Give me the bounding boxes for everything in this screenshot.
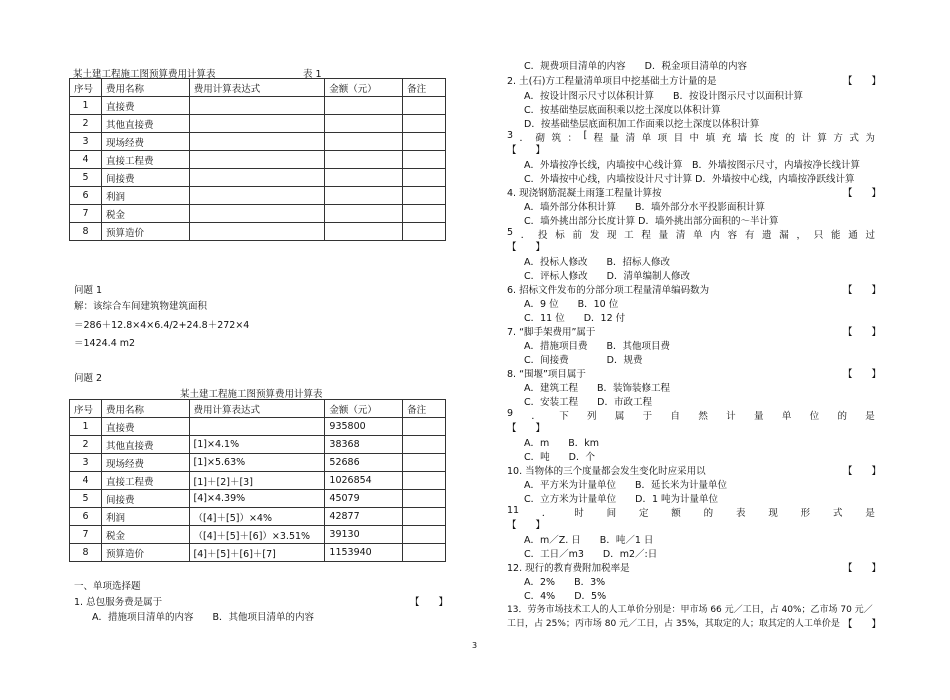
table-cell: 5 — [70, 169, 102, 187]
table-cell: [4]＋[5]＋[6]＋[7] — [189, 544, 325, 562]
question-options: D．按基础垫层底面积加工作面乘以挖土深度以体积计算 — [524, 119, 760, 130]
table-cell: 52686 — [325, 454, 403, 472]
table-cell — [325, 97, 403, 115]
table-cell — [189, 187, 325, 205]
stem-char: 内 — [710, 230, 720, 241]
question-6-stem: 6. 招标文件发布的分部分项工程量清单编码数为 — [507, 285, 710, 296]
stem-char: 3 — [507, 130, 514, 141]
table-cell — [403, 544, 446, 562]
cost-table-1 — [69, 78, 446, 241]
table-row — [70, 526, 446, 544]
table-row — [70, 436, 446, 454]
question-7-stem: 7. “脚手架费用”属于 — [507, 327, 596, 338]
stem-char: 式 — [849, 133, 859, 144]
table-cell: 利润 — [101, 187, 189, 205]
table-cell — [403, 436, 446, 454]
stem-char: 表 — [735, 508, 746, 519]
table-cell: 利润 — [101, 508, 189, 526]
stem-char: ． — [541, 508, 552, 519]
stem-char: 程 — [593, 133, 604, 144]
question-8-stem: 8. “围堰”项目属于 — [507, 369, 586, 380]
table-cell: 直接费 — [101, 418, 189, 436]
stem-char: 筑 — [551, 133, 561, 144]
table-cell: 税金 — [101, 526, 189, 544]
table-row — [70, 187, 446, 205]
stem-char: 量 — [753, 411, 764, 422]
stem-char: 的 — [703, 508, 714, 519]
question-2-stem: 2. 土(石)方工程量清单项目中挖基础土方计量的是 — [507, 76, 717, 87]
stem-char: 量 — [658, 230, 669, 241]
stem-char: 工 — [624, 230, 634, 241]
question-options: C．评标人修改 D．清单编制人修改 — [524, 271, 690, 282]
stem-char: 漏 — [779, 230, 789, 241]
table-cell — [403, 151, 446, 169]
question-options: C．间接费 D．规费 — [524, 355, 643, 366]
table-cell: 4 — [70, 472, 102, 490]
question-options: C．墙外挑出部分长度计算 D．墙外挑出部分面积的～半计算 — [524, 216, 779, 227]
page-number: 3 — [472, 641, 478, 650]
table-cell: [1]＋[2]＋[3] — [189, 472, 325, 490]
answer-bracket: 【 】 — [507, 242, 546, 253]
answer-bracket: 【 】 — [507, 520, 546, 531]
table-cell: 1153940 — [325, 544, 403, 562]
stem-char: 额 — [671, 508, 681, 519]
stem-char: 计 — [801, 133, 811, 144]
table-cell: 8 — [70, 544, 102, 562]
table-cell: 3 — [70, 133, 102, 151]
answer-bracket: 【 】 — [843, 466, 882, 477]
table-cell: 5 — [70, 490, 102, 508]
answer-bracket: 【 】 — [410, 597, 449, 608]
table-cell — [189, 97, 325, 115]
stem-char: 清 — [625, 133, 636, 144]
answer-bracket: 【 】 — [843, 76, 882, 87]
question-options: A．措施项目费 B．其他项目费 — [524, 341, 671, 352]
table-cell: 7 — [70, 205, 102, 223]
table-cell — [403, 187, 446, 205]
question-13-stem: 13．劳务市场技术工人的人工单价分别是：甲市场 66 元／工日，占 40%；乙市场 70 元／ — [507, 605, 873, 615]
table-cell: 8 — [70, 223, 102, 241]
question-options: A．按设计图示尺寸以体积计算 B．按设计图示尺寸以面积计算 — [524, 91, 804, 102]
question-options: C．安装工程 D．市政工程 — [524, 397, 652, 408]
stem-char: 11 — [507, 505, 520, 516]
table-cell: 直接费 — [101, 97, 189, 115]
column-header: 备注 — [403, 79, 446, 97]
table-cell: 38368 — [325, 436, 403, 454]
table-cell — [325, 169, 403, 187]
stem-char: 有 — [744, 230, 755, 241]
table-cell — [189, 169, 325, 187]
question-options: A．外墙按净长线，内墙按中心线计算 B．外墙按图示尺寸，内墙按净长线计算 — [524, 160, 861, 171]
table-row — [70, 205, 446, 223]
answer-bracket: 【 】 — [843, 369, 882, 380]
table-row — [70, 133, 446, 151]
stem-char: 单 — [693, 230, 703, 241]
question-options: C．外墙按中心线，内墙按设计尺寸计算 D．外墙按中心线，内墙按净跃线计算 — [524, 174, 855, 185]
stem-char: 长 — [753, 133, 763, 144]
table-cell — [403, 115, 446, 133]
table-cell — [403, 223, 446, 241]
table-cell — [189, 418, 325, 436]
table-cell — [403, 472, 446, 490]
stem-char: 时 — [574, 508, 584, 519]
question-options: A．墙外部分体积计算 B．墙外部分水平投影面积计算 — [524, 202, 766, 213]
table-cell: 45079 — [325, 490, 403, 508]
stem-char: 能 — [830, 230, 841, 241]
table-cell — [189, 223, 325, 241]
column-header: 费用计算表达式 — [189, 400, 325, 418]
section-heading: 一、单项选择题 — [74, 581, 141, 592]
table-header-row — [70, 400, 446, 418]
stem-char: 9 — [507, 408, 514, 419]
table-cell: 间接费 — [101, 169, 189, 187]
column-header: 序号 — [70, 79, 102, 97]
question-11-stem — [507, 505, 875, 519]
table-cell: 6 — [70, 187, 102, 205]
stem-char: [ — [583, 130, 588, 141]
column-header: 序号 — [70, 400, 102, 418]
stem-char: ． — [531, 411, 541, 422]
question-1-options: A．措施项目清单的内容 B．其他项目清单的内容 — [92, 612, 315, 623]
table-cell: 6 — [70, 508, 102, 526]
stem-char: 间 — [606, 508, 617, 519]
stem-char: 清 — [675, 230, 686, 241]
stem-char: 自 — [670, 411, 681, 422]
answer-bracket: 【 】 — [843, 285, 882, 296]
table-row — [70, 544, 446, 562]
stem-char: 项 — [657, 133, 668, 144]
question-13-stem: 工日，占 25%；丙市场 80 元／工日，占 35%，其取定的人；取其定的人工单价是 — [507, 619, 840, 629]
table2-title: 某土建工程施工图预算费用计算表 — [180, 389, 323, 400]
stem-char: 列 — [587, 411, 597, 422]
table-cell — [403, 418, 446, 436]
problem-1-line: ＝1424.4 m2 — [74, 338, 136, 349]
question-9-stem — [507, 408, 875, 422]
question-options: C．吨 D．个 — [524, 452, 595, 463]
column-header: 费用计算表达式 — [189, 79, 325, 97]
table-cell — [403, 508, 446, 526]
table-cell: [1]×5.63% — [189, 454, 325, 472]
table-cell: 间接费 — [101, 490, 189, 508]
stem-char: 遗 — [762, 230, 772, 241]
table-cell: 直接工程费 — [101, 151, 189, 169]
table-cell — [325, 133, 403, 151]
stem-char: 是 — [865, 411, 875, 422]
table-cell — [403, 454, 446, 472]
stem-char: ： — [567, 133, 577, 144]
question-options: A．平方米为计量单位 B．延长米为计量单位 — [524, 480, 728, 491]
stem-char: 单 — [641, 133, 652, 144]
stem-char: 充 — [721, 133, 732, 144]
table-row — [70, 115, 446, 133]
question-options: A．建筑工程 B．装饰装修工程 — [524, 383, 671, 394]
stem-char: 只 — [813, 230, 824, 241]
table-cell: 3 — [70, 454, 102, 472]
stem-char: 属 — [614, 411, 625, 422]
stem-char: 标 — [555, 230, 565, 241]
table-cell — [403, 490, 446, 508]
stem-char: 现 — [768, 508, 778, 519]
question-4-stem: 4. 现浇钢筋混凝土雨篷工程量计算按 — [507, 188, 662, 199]
answer-bracket: 【 】 — [843, 619, 882, 630]
table-cell: 2 — [70, 115, 102, 133]
table-cell: [1]×4.1% — [189, 436, 325, 454]
table-cell: 现场经费 — [101, 454, 189, 472]
table-cell: 1 — [70, 97, 102, 115]
stem-char: 为 — [865, 133, 875, 144]
question-options: A．9 位 B．10 位 — [524, 299, 619, 310]
answer-bracket: 【 】 — [843, 327, 882, 338]
table-cell: （[4]＋[5]＋[6]）×3.51% — [189, 526, 325, 544]
table-row — [70, 454, 446, 472]
table-cell: 现场经费 — [101, 133, 189, 151]
question-options: C．规费项目清单的内容 D．税金项目清单的内容 — [524, 61, 747, 72]
table-cell: 935800 — [325, 418, 403, 436]
table-cell: 预算造价 — [101, 223, 189, 241]
stem-char: 计 — [726, 411, 736, 422]
table-row — [70, 169, 446, 187]
stem-char: 前 — [572, 230, 582, 241]
table-cell — [325, 205, 403, 223]
stem-char: 墙 — [737, 133, 748, 144]
question-options: A．m B．km — [524, 438, 600, 449]
question-options: A．2% B．3% — [524, 577, 606, 588]
stem-char: ， — [796, 230, 807, 241]
stem-char: 目 — [673, 133, 684, 144]
stem-char: 度 — [769, 133, 779, 144]
table-cell — [189, 133, 325, 151]
stem-char: 砌 — [535, 133, 546, 144]
table-cell — [325, 115, 403, 133]
problem-1-title: 问题 1 — [74, 285, 103, 296]
stem-char: 定 — [638, 508, 649, 519]
problem-2-title: 问题 2 — [74, 373, 103, 384]
table-row — [70, 223, 446, 241]
table-cell: 直接工程费 — [101, 472, 189, 490]
answer-bracket: 【 】 — [507, 423, 546, 434]
stem-char: 中 — [689, 133, 700, 144]
table-cell — [189, 115, 325, 133]
column-header: 费用名称 — [101, 400, 189, 418]
table-row — [70, 151, 446, 169]
table-cell — [325, 151, 403, 169]
question-1-stem: 1. 总包服务费是属于 — [74, 597, 163, 608]
table-cell: 1026854 — [325, 472, 403, 490]
table-cell: 1 — [70, 418, 102, 436]
stem-char: 然 — [698, 411, 708, 422]
stem-char: 填 — [705, 133, 716, 144]
answer-bracket: 【 】 — [843, 188, 882, 199]
stem-char: 于 — [642, 411, 653, 422]
column-header: 费用名称 — [101, 79, 189, 97]
stem-char: 方 — [833, 133, 843, 144]
question-options: C．11 位 D．12 付 — [524, 313, 626, 324]
stem-char: 形 — [800, 508, 811, 519]
stem-char: 投 — [538, 230, 548, 241]
table-cell — [403, 169, 446, 187]
table1-title: 某土建工程施工图预算费用计算表 — [73, 69, 216, 80]
table-row — [70, 472, 446, 490]
question-10-stem: 10. 当物体的三个度量都会发生变化时应采用以 — [507, 466, 706, 477]
table-cell: 预算造价 — [101, 544, 189, 562]
cost-table-2 — [69, 399, 446, 562]
answer-bracket: 【 】 — [507, 145, 546, 156]
table-cell — [189, 205, 325, 223]
stem-char: 式 — [833, 508, 843, 519]
stem-char: 的 — [785, 133, 795, 144]
stem-char: 是 — [865, 508, 875, 519]
stem-char: 量 — [609, 133, 620, 144]
column-header: 金额（元） — [325, 400, 403, 418]
stem-char: 单 — [781, 411, 792, 422]
stem-char: 位 — [809, 411, 820, 422]
table-row — [70, 97, 446, 115]
table-cell: 2 — [70, 436, 102, 454]
table-row — [70, 508, 446, 526]
table-cell — [403, 97, 446, 115]
question-options: C．立方米为计量单位 D．1 吨为计量单位 — [524, 494, 719, 505]
stem-char: 的 — [837, 411, 847, 422]
question-options: A．投标人修改 B．招标人修改 — [524, 257, 671, 268]
table-cell: 39130 — [325, 526, 403, 544]
table-cell: 42877 — [325, 508, 403, 526]
table-row — [70, 418, 446, 436]
column-header: 金额（元） — [325, 79, 403, 97]
stem-char: 发 — [589, 230, 600, 241]
table-cell: （[4]＋[5]）×4% — [189, 508, 325, 526]
stem-char: 通 — [848, 230, 858, 241]
question-5-stem — [507, 227, 875, 241]
table-cell: 其他直接费 — [101, 436, 189, 454]
table-cell — [325, 223, 403, 241]
table-cell — [403, 205, 446, 223]
table-cell: 4 — [70, 151, 102, 169]
answer-bracket: 【 】 — [843, 563, 882, 574]
stem-char: 程 — [641, 230, 651, 241]
question-12-stem: 12. 现行的教育费附加税率是 — [507, 563, 630, 574]
question-options: C．4% D．5% — [524, 591, 607, 602]
table-header-row — [70, 79, 446, 97]
table-cell: [4]×4.39% — [189, 490, 325, 508]
stem-char: 过 — [865, 230, 875, 241]
table-cell: 其他直接费 — [101, 115, 189, 133]
stem-char: 容 — [727, 230, 738, 241]
question-3-stem — [507, 130, 875, 144]
table1-label: 表 1 — [303, 69, 322, 80]
stem-char: 5 — [507, 227, 514, 238]
stem-char: 下 — [559, 411, 569, 422]
problem-1-line: ＝286＋12.8×4×6.4/2+24.8＋272×4 — [74, 320, 250, 331]
stem-char: 算 — [817, 133, 827, 144]
column-header: 备注 — [403, 400, 446, 418]
table-cell: 税金 — [101, 205, 189, 223]
question-options: C．工日／m3 D．m2／:日 — [524, 549, 658, 560]
table-cell — [325, 187, 403, 205]
stem-char: ． — [519, 133, 530, 144]
table-cell: 7 — [70, 526, 102, 544]
table-cell — [403, 133, 446, 151]
problem-1-line: 解：该综合车间建筑物建筑面积 — [74, 301, 208, 312]
table-cell — [403, 526, 446, 544]
question-options: C．按基础垫层底面积乘以挖土深度以体积计算 — [524, 105, 721, 116]
table-cell — [189, 151, 325, 169]
stem-char: ． — [520, 230, 531, 241]
table-row — [70, 490, 446, 508]
stem-char: 现 — [606, 230, 617, 241]
question-options: A．m／Z. 日 B．吨／1 日 — [524, 535, 654, 546]
